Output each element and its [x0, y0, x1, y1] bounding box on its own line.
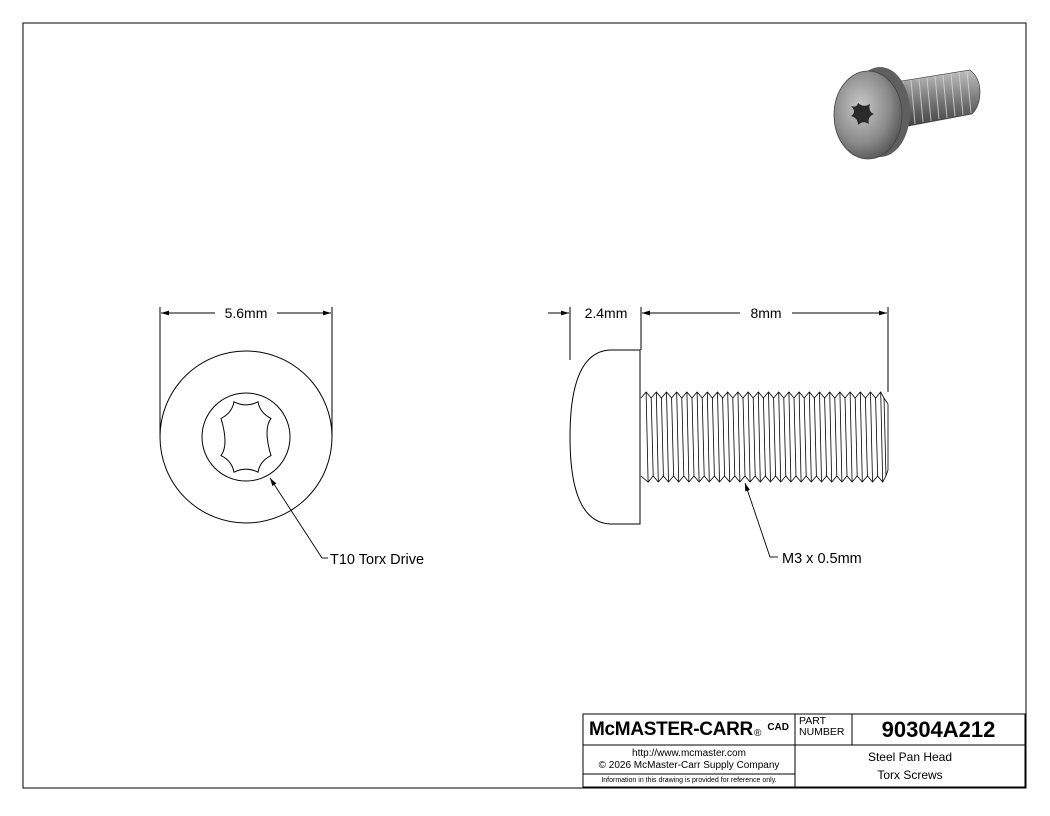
- description-line2: Torx Screws: [877, 768, 943, 782]
- cad-mark: CAD: [767, 722, 789, 733]
- drive-callout: T10 Torx Drive: [330, 552, 425, 568]
- company-info: [583, 745, 795, 774]
- thread-leader: [745, 483, 778, 557]
- company-url[interactable]: http://www.mcmaster.com: [632, 747, 746, 759]
- side-head-outline: [570, 350, 640, 524]
- brand-cell: [583, 714, 795, 745]
- front-view: [160, 307, 332, 523]
- screw-render: [834, 67, 980, 159]
- part-label-line1: PART: [799, 715, 827, 727]
- part-number: 90304A212: [881, 716, 996, 742]
- head-diameter-label: 5.6mm: [224, 305, 268, 321]
- thread-callout: M3 x 0.5mm: [782, 551, 862, 567]
- part-description: [795, 745, 1025, 787]
- head-outline: [160, 351, 332, 523]
- side-view: [570, 307, 888, 524]
- part-number-label: [795, 716, 852, 744]
- thread-outline: [641, 392, 888, 482]
- copyright-text: © 2026 McMaster-Carr Supply Company: [598, 759, 780, 771]
- disclaimer: Information in this drawing is provided for reference only.: [601, 777, 777, 784]
- head-height-label: 2.4mm: [584, 305, 628, 321]
- description-line1: Steel Pan Head: [867, 750, 953, 764]
- brand-logo: McMASTER-CARR: [589, 718, 753, 740]
- registered-mark: ®: [753, 728, 762, 739]
- part-label-line2: NUMBER: [799, 726, 845, 738]
- recess-outline: [202, 393, 290, 481]
- drive-leader: [270, 478, 328, 558]
- length-label: 8mm: [750, 305, 782, 321]
- title-block: [583, 714, 1025, 787]
- torx-star: [221, 402, 271, 472]
